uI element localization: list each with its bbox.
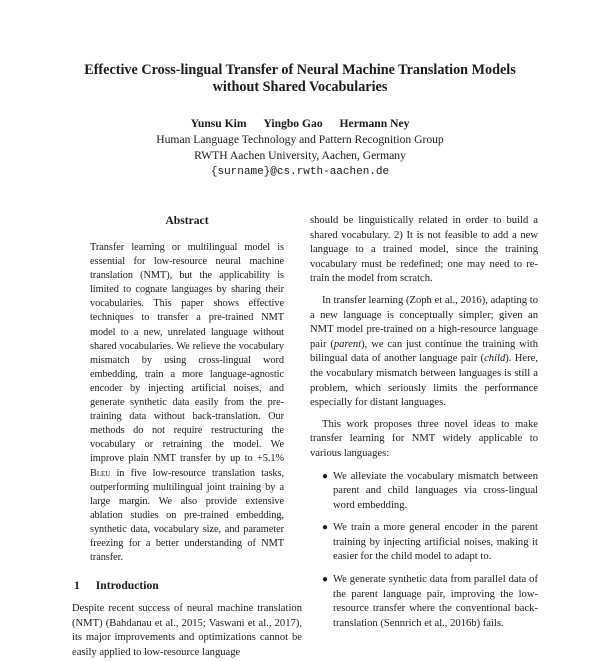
author-block [60,116,540,180]
transfer-learning-paragraph [310,294,538,411]
left-column [72,214,302,661]
author-email: {surname}@cs.rwth-aachen.de [210,166,390,178]
right-column [310,214,538,639]
para-text: In transfer learning (Zoph et al., 2016), adapting to a new language is conceptually simpler; given an NMT model pre-trained on a high-resource language pair ( [310,294,538,350]
para-text: ). Here, the vocabulary mismatch between languages is still a problem, which seriously limits the performance especially for distant languages. [310,353,538,409]
abstract-text-2: in five low-resource translation tasks, outperforming multilingual joint training by a large margin. We also provide extensive ablation studies on pre-trained embedding, synthetic data, vocabulary size, and parameter freezing for a better understanding of NMT transfer. [90,467,284,564]
section-heading-introduction [74,579,302,593]
section-number: 1 [74,579,80,593]
abstract-text-1: Transfer learning or multilingual model is essential for low-resource neural machine translation (NMT), but the applicability is limited to cognate languages by sharing their vocabularies. This paper shows effective techniques to transfer a pre-trained NMT model to a new, unrelated language without shared vocabularies. We relieve the vocabulary mismatch by using cross-lingual word embedding, train a more language-agnostic encoder by injecting artificial noises, and generate synthetic data easily from the pre-training data without back-translation. Our methods do not require restructuring the vocabulary or retraining the model. We improve plain NMT transfer by up to +5.1% [90,242,284,465]
bullet-icon: ● [322,574,329,586]
intro-paragraph: Despite recent success of neural machine translation (NMT) (Bahdanau et al., 2015; Vaswani et al., 2017), its major improvements and optimizations cannot be easily applied to low-resource language [72,603,302,658]
continuation-paragraph: should be linguistically related in order to build a shared vocabulary. 2) It is not feasible to add a new language to a trained model, since the training vocabulary must be redefined; one may need to re-train the model from scratch. [310,215,538,285]
author-names [60,116,540,132]
author-name: Yingbo Gao [263,117,323,130]
section-title: Introduction [95,579,159,593]
bleu-metric: Bleu [90,467,111,479]
list-item-text: We train a more general encoder in the parent training by injecting artificial noises, making it easier for the child model to adapt to. [333,522,538,563]
ideas-list [310,470,538,632]
author-name: Yunsu Kim [190,117,247,130]
proposal-paragraph: This work proposes three novel ideas to make transfer learning for NMT widely applicable to various languages: [310,418,538,459]
parent-term: parent [333,338,362,350]
list-item-text: We alleviate the vocabulary mismatch between parent and child languages via cross-lingual word embedding. [333,470,538,511]
list-item [310,573,538,631]
affiliation-line-2: RWTH Aachen University, Aachen, Germany [194,149,406,162]
bullet-icon: ● [322,522,329,534]
abstract-heading: Abstract [165,214,209,227]
child-term: child [484,353,506,365]
author-name: Hermann Ney [339,117,410,130]
title-line-2: without Shared Vocabularies [212,79,388,95]
abstract-body [90,241,284,565]
list-item [310,521,538,565]
title-line-1: Effective Cross-lingual Transfer of Neural Machine Translation Models [84,62,516,78]
list-item-text: We generate synthetic data from parallel data of the parent language pair, improving the low-resource transfer where the conventional back-translation (Sennrich et al., 2016b) fails. [333,574,538,629]
list-item [310,470,538,514]
paper-title [60,62,540,96]
affiliation-line-1: Human Language Technology and Pattern Recognition Group [156,133,444,146]
bullet-icon: ● [322,470,329,482]
para-text: ), we can just continue the training with bilingual data of another language pair ( [310,338,538,365]
